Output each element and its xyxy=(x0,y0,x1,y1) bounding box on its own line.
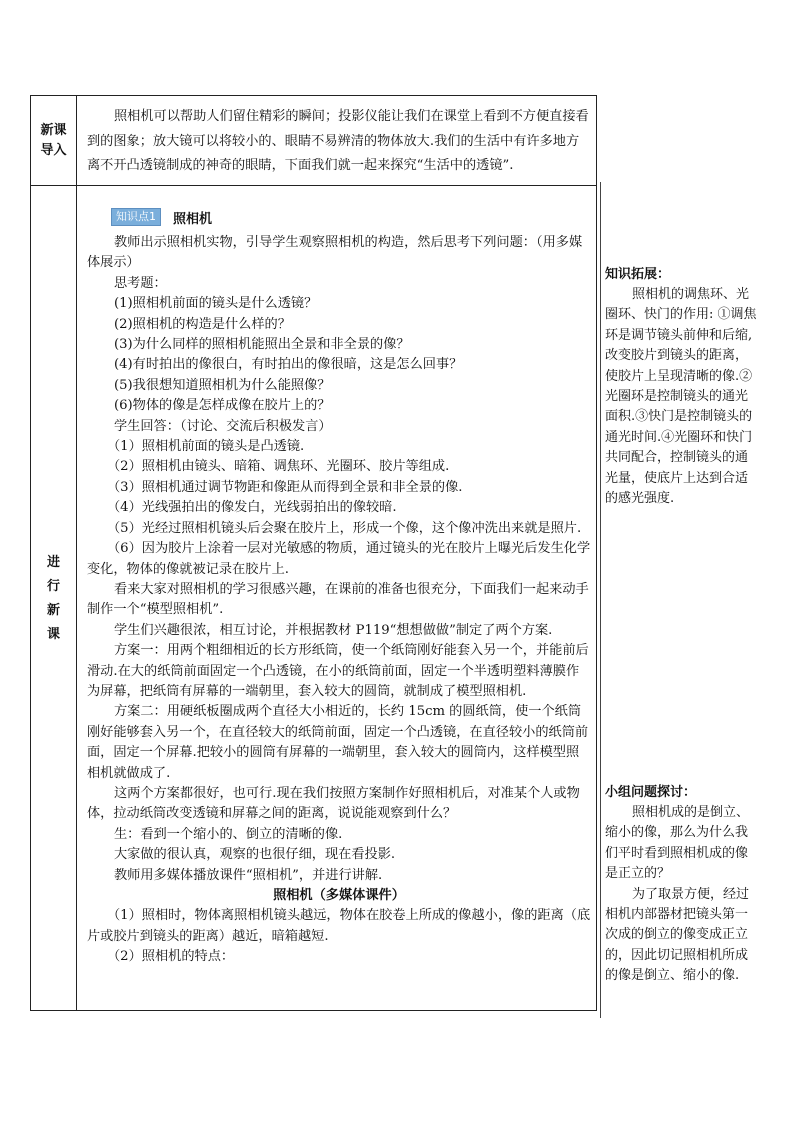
question-5: (5)我很想知道照相机为什么能照像？ xyxy=(114,377,331,393)
question-4: (4)有时拍出的像很白，有时拍出的像很暗，这是怎么回事？ xyxy=(114,357,463,373)
answer-6: （6）因为胶片上涂着一层对光敏感的物质，通过镜头的光在胶片上曝光后发生化学变化，物体的像就被记录在胶片上. xyxy=(87,541,591,577)
question-3: (3)为什么同样的照相机能照出全景和非全景的像？ xyxy=(114,337,410,353)
paragraph-observe: 这两个方案都很好，也可行.现在我们按照方案制作好照相机后，对准某个人或物体，拉动纸筒改变透镜和屏幕之间的距离，说说能观察到什么？ xyxy=(87,785,580,822)
extension-text: 照相机的调焦环、光圈环、快门的作用: ①调焦环是调节镜头前伸和后缩,改变胶片到镜头的距离，使胶片上呈现清晰的像.②光圈环是控制镜头的通光面积.③快门是控制镜头的通光时间.④光圈环和快门共同配合，控制镜头的通光量，使底片上达到合适的感光强度. xyxy=(605,287,757,507)
student-observation: 生：看到一个缩小的、倒立的清晰的像. xyxy=(114,826,343,842)
question-1: (1)照相机前面的镜头是什么透镜？ xyxy=(114,296,318,312)
knowledge-point-badge: 知识点1 xyxy=(111,208,161,226)
group-question: 照相机成的是倒立、缩小的像，那么为什么我们平时看到照相机成的像是正立的？ xyxy=(605,805,750,882)
intro-text: 照相机可以帮助人们留住精彩的瞬间；投影仪能让我们在课堂上看到不方便直接看到的图象；放大镜可以将较小的、眼睛不易辨清的物体放大.我们的生活中有许多地方离不开凸透镜制成的神奇的眼睛，下面我们就一起来探究“生活中的透镜”. xyxy=(87,109,589,173)
paragraph-questions-title: 思考题： xyxy=(114,275,167,291)
extension-heading: 知识拓展： xyxy=(605,267,671,282)
group-heading: 小组问题探讨： xyxy=(605,785,697,800)
column-divider xyxy=(76,96,77,1010)
paragraph-teacher-shows: 教师出示照相机实物，引导学生观察照相机的构造，然后思考下列问题：（用多媒体展示） xyxy=(87,235,583,271)
sidebar-group-discussion xyxy=(605,783,757,987)
answer-4: （4）光线强拍出的像发白，光线弱拍出的像较暗. xyxy=(107,500,397,516)
plan-2: 方案二：用硬纸板圈成两个直径大小相近的，长约 15cm 的圆纸筒，使一个纸筒刚好能够套入另一个，在直径较大的纸筒前面，固定一个凸透镜，在直径较小的纸筒前面，固定一个屏幕.把较小的圆筒有屏幕的一端朝里，套入较大的圆筒内，这样模型照相机就做成了. xyxy=(87,704,589,781)
answer-1: （1）照相机前面的镜头是凸透镜. xyxy=(107,439,305,455)
group-answer: 为了取景方便，经过相机内部器材把镜头第一次成的倒立的像变成正立的，因此切记照相机所成的像是倒立、缩小的像. xyxy=(605,886,750,984)
new-lesson-label-cell xyxy=(31,186,76,1012)
knowledge-point-header xyxy=(87,205,591,229)
knowledge-point-title: 照相机 xyxy=(173,211,213,227)
student-answers-title: 学生回答：（讨论、交流后积极发言） xyxy=(114,418,332,434)
courseware-title: 照相机（多媒体课件） xyxy=(273,888,405,903)
paragraph-two-plans: 学生们兴趣很浓，相互讨论，并根据教材 P119“想想做做”制定了两个方案. xyxy=(114,622,553,638)
answer-5: （5）光经过照相机镜头后会聚在胶片上，形成一个像，这个像冲洗出来就是照片. xyxy=(107,520,582,536)
sidebar-divider xyxy=(600,182,601,1018)
intro-label-cell xyxy=(31,96,76,186)
camera-point-2: （2）照相机的特点： xyxy=(107,949,235,965)
paragraph-make-model: 看来大家对照相机的学习很感兴趣，在课前的准备也很充分，下面我们一起来动手制作一个“模型照相机”. xyxy=(87,581,589,618)
camera-point-1: （1）照相时，物体离照相机镜头越远，物体在胶卷上所成的像越小，像的距离（底片或胶片到镜头的距离）越近，暗箱越短. xyxy=(87,908,591,944)
answer-2: （2）照相机由镜头、暗箱、调焦环、光圈环、胶片等组成. xyxy=(107,459,450,475)
sidebar-knowledge-extension xyxy=(605,265,757,509)
lesson-table xyxy=(30,95,597,1011)
new-lesson-label: 进行新课 xyxy=(46,555,60,642)
answer-3: （3）照相机通过调节物距和像距从而得到全景和非全景的像. xyxy=(107,479,463,495)
intro-label: 新课导入 xyxy=(40,123,67,158)
paragraph-projection: 大家做的很认真，观察的也很仔细，现在看投影. xyxy=(114,847,396,863)
question-6: (6)物体的像是怎样成像在胶片上的？ xyxy=(114,398,331,414)
paragraph-multimedia: 教师用多媒体播放课件“照相机”，并进行讲解. xyxy=(114,867,383,883)
question-2: (2)照相机的构造是什么样的？ xyxy=(114,316,291,332)
new-lesson-content xyxy=(87,205,591,968)
plan-1: 方案一：用两个粗细相近的长方形纸筒，使一个纸筒刚好能套入另一个，并能前后滑动.在大的纸筒前面固定一个凸透镜，在小的纸筒前面，固定一个半透明塑料薄膜作为屏幕，把纸筒有屏幕的一端朝里，套入较大的圆筒，就制成了模型照相机. xyxy=(87,643,589,699)
